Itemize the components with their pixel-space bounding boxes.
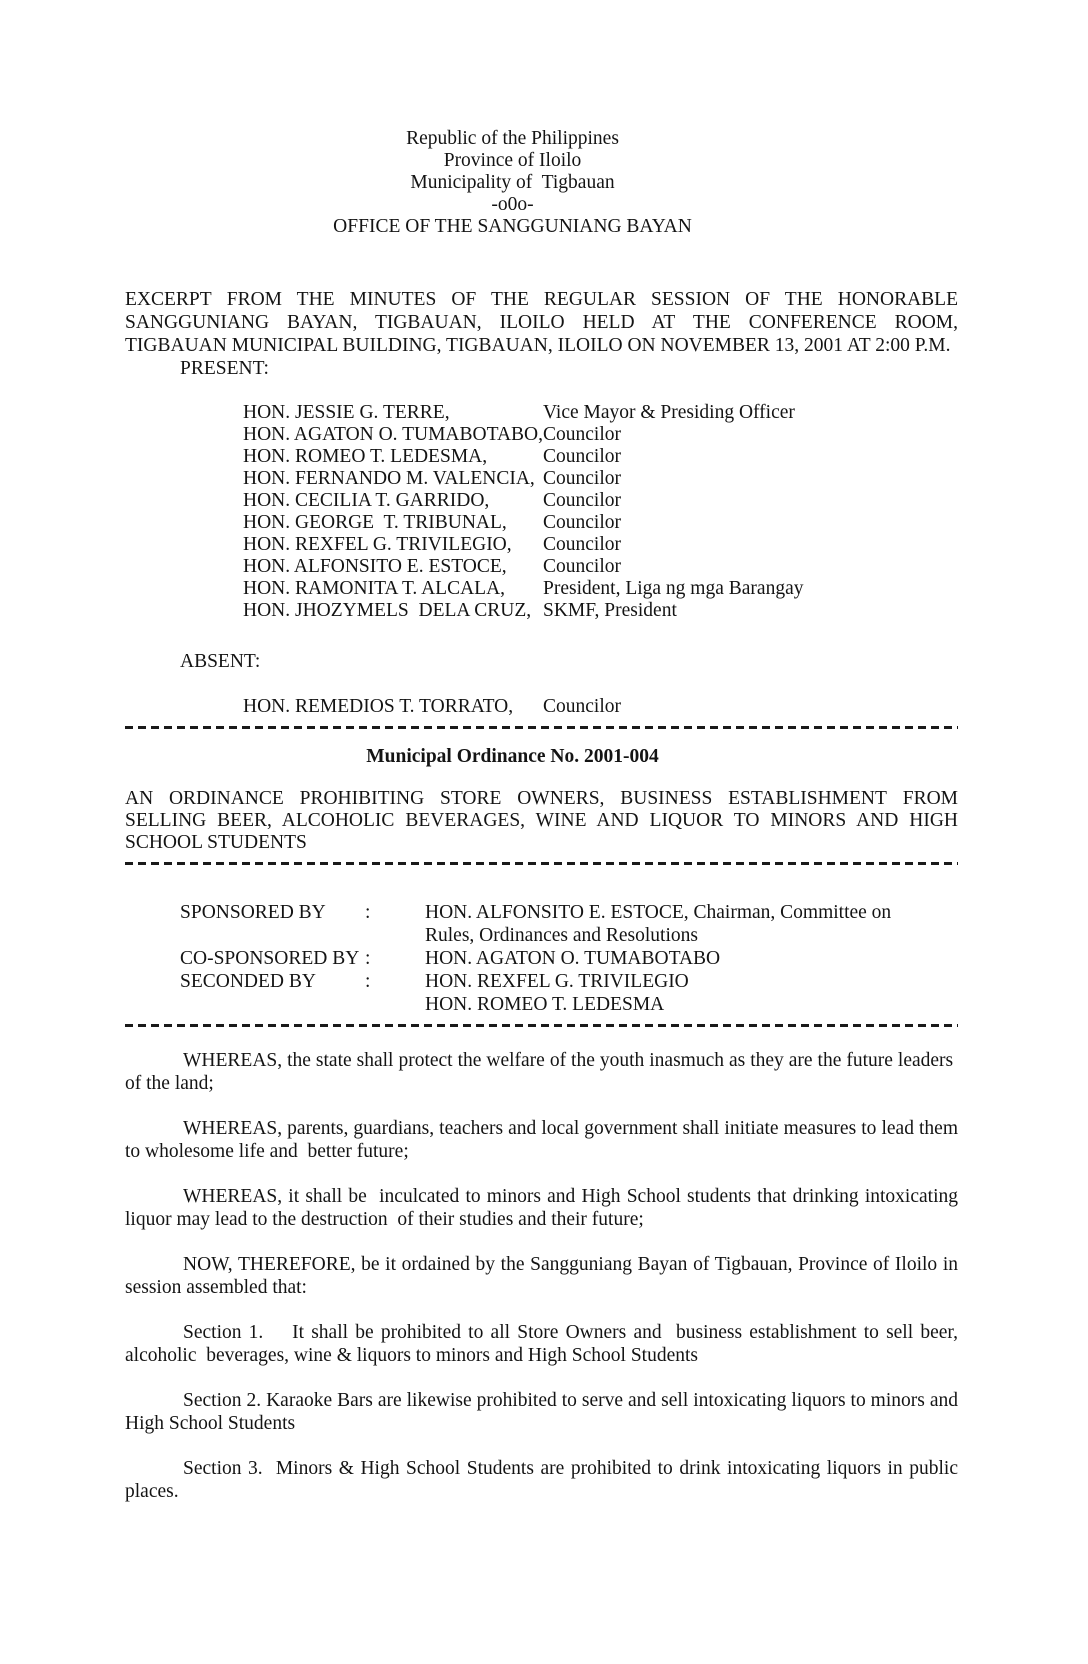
- ordinance-subject: AN ORDINANCE PROHIBITING STORE OWNERS, BUSINESS ESTABLISHMENT FROM SELLING BEER, ALCOHOLIC BEVERAGES, WINE AND LIQUOR TO MINORS AND HIGH SCHOOL STUDENTS: [125, 788, 958, 853]
- sponsor-colon: :: [365, 902, 371, 923]
- body-paragraph: NOW, THEREFORE, be it ordained by the Sangguniang Bayan of Tigbauan, Province of Iloilo in session assembled that:: [125, 1254, 958, 1298]
- attendance-row: [243, 534, 958, 556]
- sponsorship-row: [180, 993, 958, 1016]
- header-province-line: Province of Iloilo: [443, 150, 582, 171]
- attendee-name: HON. AGATON O. TUMABOTABO,: [243, 424, 543, 445]
- body-paragraph: WHEREAS, the state shall protect the welfare of the youth inasmuch as they are the future leaders of the land;: [125, 1050, 958, 1094]
- attendee-name: HON. GEORGE T. TRIBUNAL,: [243, 512, 507, 533]
- attendee-name: HON. JHOZYMELS DELA CRUZ,: [243, 600, 532, 621]
- attendee-name: HON. FERNANDO M. VALENCIA,: [243, 468, 535, 489]
- attendee-title: Councilor: [543, 490, 621, 511]
- sponsor-label: SPONSORED BY: [180, 902, 326, 923]
- attendee-name: HON. REXFEL G. TRIVILEGIO,: [243, 534, 512, 555]
- dashed-divider: [125, 1024, 958, 1027]
- sponsor-name: HON. ALFONSITO E. ESTOCE, Chairman, Committee on: [425, 902, 892, 923]
- sponsor-label: [180, 924, 365, 947]
- absent-row: [243, 696, 958, 718]
- body-paragraph: Section 1. It shall be prohibited to all Store Owners and business establishment to sell beer, alcoholic beverages, wine & liquors to minors and High School Students: [125, 1322, 958, 1366]
- attendee-name: HON. ALFONSITO E. ESTOCE,: [243, 556, 507, 577]
- sponsorship-row: [180, 970, 958, 993]
- attendee-title: Councilor: [543, 556, 621, 577]
- absent-list: [243, 696, 958, 718]
- attendee-title: SKMF, President: [543, 600, 677, 621]
- sponsor-label: [180, 993, 365, 1016]
- attendance-row: [243, 600, 958, 622]
- dashed-divider: [125, 726, 958, 729]
- absent-label: ABSENT:: [180, 651, 261, 672]
- sponsor-colon: [365, 993, 425, 1016]
- sponsor-colon: [365, 924, 425, 947]
- absentee-title: Councilor: [543, 696, 621, 717]
- ordinance-title: Municipal Ordinance No. 2001-004: [366, 746, 659, 767]
- ordinance-body: [125, 1049, 958, 1503]
- attendee-title: Vice Mayor & Presiding Officer: [543, 402, 795, 423]
- attendee-name: HON. ROMEO T. LEDESMA,: [243, 446, 488, 467]
- attendee-title: Councilor: [543, 534, 621, 555]
- attendee-name: HON. JESSIE G. TERRE,: [243, 402, 450, 423]
- attendance-row: [243, 402, 958, 424]
- attendance-row: [243, 446, 958, 468]
- attendee-title: Councilor: [543, 468, 621, 489]
- attendance-row: [243, 578, 958, 600]
- attendance-row: [243, 424, 958, 446]
- absentee-name: HON. REMEDIOS T. TORRATO,: [243, 696, 514, 717]
- header-office-line: OFFICE OF THE SANGGUNIANG BAYAN: [333, 216, 692, 237]
- attendance-row: [243, 556, 958, 578]
- attendee-title: Councilor: [543, 446, 621, 467]
- sponsor-name: Rules, Ordinances and Resolutions: [425, 925, 698, 946]
- sponsor-label: CO-SPONSORED BY: [180, 948, 360, 969]
- body-paragraph: WHEREAS, parents, guardians, teachers and local government shall initiate measures to lead them to wholesome life and better future;: [125, 1118, 958, 1162]
- header-republic-line: Republic of the Philippines: [406, 128, 619, 149]
- sponsor-name: HON. AGATON O. TUMABOTABO: [425, 948, 721, 969]
- sponsor-name: HON. ROMEO T. LEDESMA: [425, 994, 665, 1015]
- excerpt-paragraph: EXCERPT FROM THE MINUTES OF THE REGULAR SESSION OF THE HONORABLE SANGGUNIANG BAYAN, TIGBAUAN, ILOILO HELD AT THE CONFERENCE ROOM, TIGBAUAN MUNICIPAL BUILDING, TIGBAUAN, ILOILO ON NOVEMBER 13, 2001 AT 2:00 P.M.: [125, 289, 958, 356]
- body-paragraph: Section 2. Karaoke Bars are likewise prohibited to serve and sell intoxicating liquors to minors and High School Students: [125, 1390, 958, 1434]
- dashed-divider: [125, 862, 958, 865]
- body-paragraph: Section 3. Minors & High School Students are prohibited to drink intoxicating liquors in public places.: [125, 1458, 958, 1502]
- sponsorship-row: [180, 901, 958, 924]
- header-municipality-line: Municipality of Tigbauan: [410, 172, 615, 193]
- attendee-name: HON. CECILIA T. GARRIDO,: [243, 490, 490, 511]
- attendance-row: [243, 490, 958, 512]
- sponsorship-row: [180, 924, 958, 947]
- attendee-title: Councilor: [543, 424, 621, 445]
- present-label: PRESENT:: [180, 358, 269, 379]
- sponsorship-row: [180, 947, 958, 970]
- attendee-title: Councilor: [543, 512, 621, 533]
- document-header: [125, 128, 900, 238]
- sponsor-name: HON. REXFEL G. TRIVILEGIO: [425, 971, 689, 992]
- attendee-title: President, Liga ng mga Barangay: [543, 578, 804, 599]
- sponsor-colon: :: [365, 948, 371, 969]
- attendance-list: [243, 402, 958, 622]
- sponsorship-block: [180, 901, 958, 1016]
- body-paragraph: WHEREAS, it shall be inculcated to minors and High School students that drinking intoxicating liquor may lead to the destruction of their studies and their future;: [125, 1186, 958, 1230]
- header-ornament: -o0o-: [491, 194, 534, 215]
- attendee-name: HON. RAMONITA T. ALCALA,: [243, 578, 506, 599]
- sponsor-label: SECONDED BY: [180, 971, 316, 992]
- sponsor-colon: :: [365, 971, 371, 992]
- attendance-row: [243, 468, 958, 490]
- attendance-row: [243, 512, 958, 534]
